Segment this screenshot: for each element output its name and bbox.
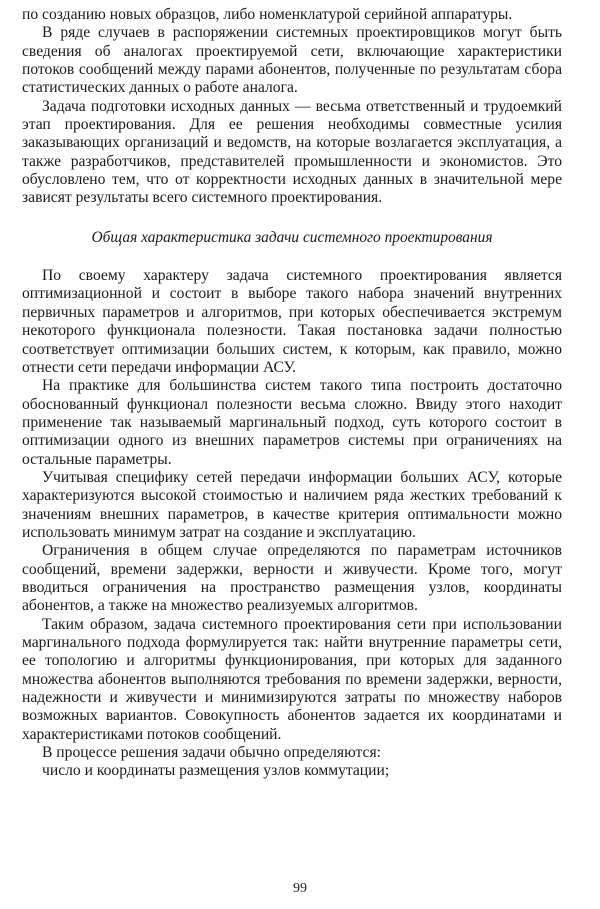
paragraph-continued: по созданию новых образцов, либо номенклатурой серийной аппаратуры. <box>22 6 513 23</box>
document-page <box>22 6 562 781</box>
paragraph-determined: В процессе решения задачи обычно определяются: <box>42 744 381 762</box>
paragraph-constraints: Ограничения в общем случае определяются по параметрам источников сообщений, времени задержки, верности и живучести. Кроме того, могут вводиться ограничения на пространство размещения узлов, координаты абонентов, а также на множество реализуемых алгоритмов. <box>22 542 562 615</box>
paragraph-formulation: Таким образом, задача системного проектирования сети при использовании маргинального подхода формулируется так: найти внутренние параметры сети, ее топологию и алгоритмы функционирования, при которых для заданного множества абонентов выполняются требования по времени задержки, верности, надежности и живучести и минимизируются затраты по множеству наборов возможных вариантов. Совокупность абонентов задается их координатами и характеристиками потоков сообщений. <box>22 615 562 743</box>
paragraph-input-data: Задача подготовки исходных данных — весьма ответственный и трудоемкий этап проектирования. Для ее решения необходимы совместные усилия заказывающих организаций и ведомств, на которые возлагается эксплуатация, а также разработчиков, представителей промышленности и экономистов. Это обусловлено тем, что от корректности исходных данных в значительной мере зависят результаты всего системного проектирования. <box>22 97 562 207</box>
paragraph-marginal-approach: На практике для большинства систем такого типа построить достаточно обоснованный функционал полезности весьма сложно. Ввиду этого находит применение так называемый маргинальный подход, суть которого состоит в оптимизации одного из внешних параметров системы при ограничениях на остальные параметры. <box>22 377 562 468</box>
paragraph-list-item: число и координаты размещения узлов коммутации; <box>42 762 390 780</box>
paragraph-analogs: В ряде случаев в распоряжении системных проектировщиков могут быть сведения об аналогах проектируемой сети, включающие характеристики потоков сообщений между парами абонентов, полученные по результатам сбора статистических данных о работе аналога. <box>22 24 562 97</box>
section-heading: Общая характеристика задачи системного проектирования <box>91 228 493 246</box>
page-number: 99 <box>293 881 307 896</box>
paragraph-optimization: По своему характеру задача системного проектирования является оптимизационной и состоит в выборе такого набора значений внутренних первичных параметров и алгоритмов, при которых обеспечивается экстремум некоторого функционала полезности. Такая постановка задачи полностью соответствует оптимизации больших систем, к которым, как правило, можно отнести сети передачи информации АСУ. <box>22 267 562 376</box>
paragraph-criterion: Учитывая специфику сетей передачи информации больших АСУ, которые характеризуются высокой стоимостью и наличием ряда жестких требований к значениям внешних параметров, в качестве критерия оптимальности можно использовать минимум затрат на создание и эксплуатацию. <box>22 468 562 541</box>
